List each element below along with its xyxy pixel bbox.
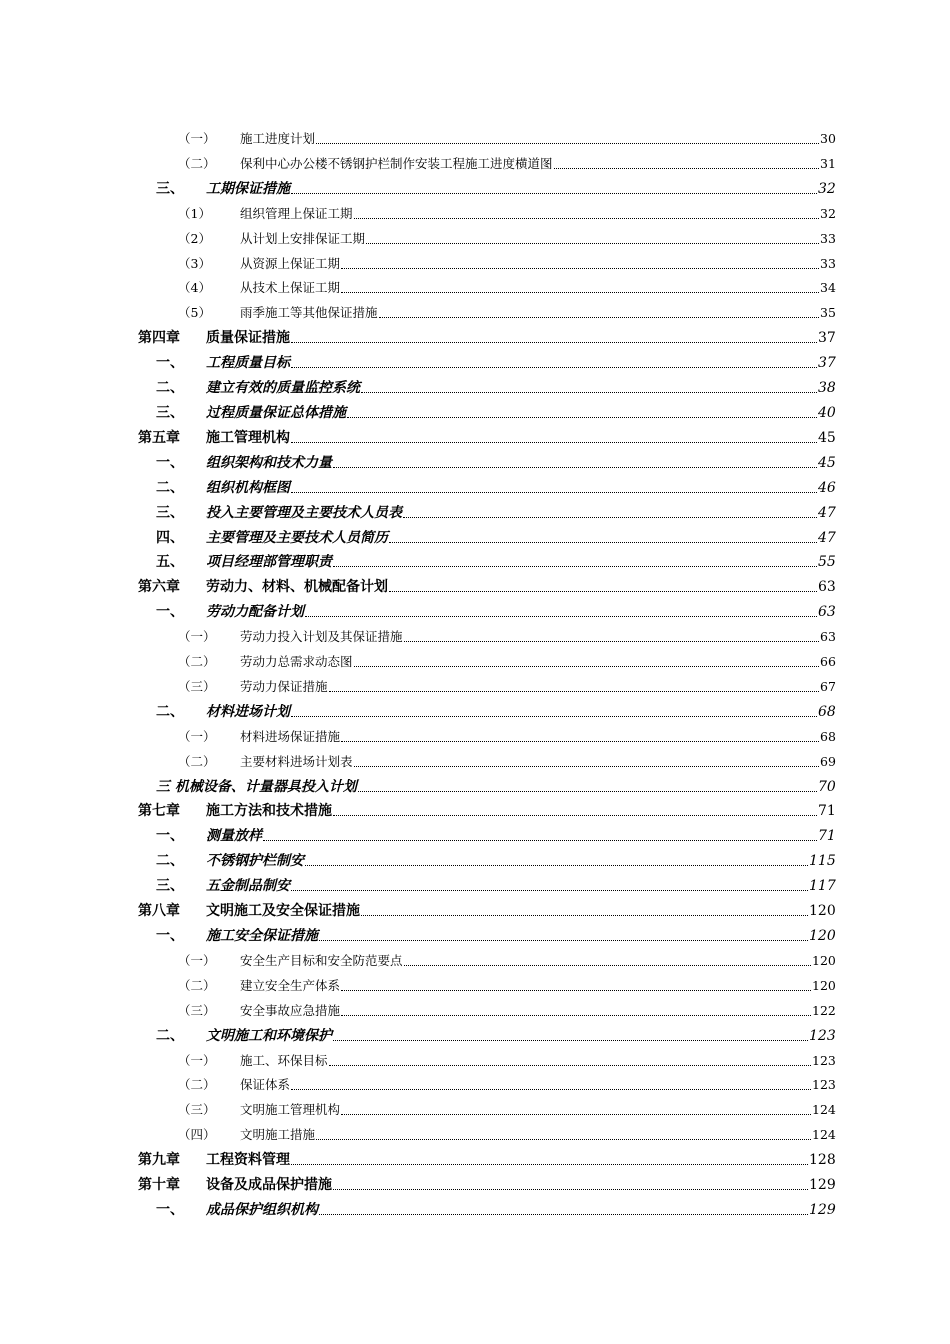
toc-dot-leader	[341, 1015, 811, 1016]
toc-entry-page: 45	[818, 454, 836, 471]
toc-entry-number: （二）	[178, 977, 216, 993]
toc-entry-title: 劳动力保证措施	[240, 678, 328, 694]
toc-entry[interactable]	[0, 301, 950, 326]
toc-entry-page: 63	[818, 579, 836, 596]
toc-entry-number: （二）	[178, 155, 216, 171]
toc-entry[interactable]	[0, 874, 950, 899]
toc-dot-leader	[329, 1065, 811, 1066]
toc-dot-leader	[358, 791, 817, 792]
toc-entry[interactable]	[0, 625, 950, 650]
toc-entry[interactable]	[0, 1049, 950, 1074]
toc-entry-page: 33	[820, 255, 836, 271]
toc-entry-number: （四）	[178, 1127, 216, 1143]
toc-dot-leader	[389, 591, 817, 592]
toc-entry-page: 124	[812, 1102, 836, 1118]
toc-dot-leader	[316, 143, 819, 144]
toc-entry-page: 68	[818, 703, 836, 720]
toc-entry-title: 设备及成品保护措施	[206, 1177, 332, 1194]
toc-entry[interactable]	[0, 177, 950, 202]
toc-entry[interactable]	[0, 974, 950, 999]
toc-entry-title: 施工安全保证措施	[206, 928, 318, 944]
toc-entry-title: 安全生产目标和安全防范要点	[240, 952, 403, 968]
toc-dot-leader	[341, 990, 811, 991]
toc-entry-number: 一、	[156, 1201, 184, 1218]
toc-dot-leader	[291, 1164, 808, 1165]
toc-entry[interactable]	[0, 949, 950, 974]
toc-entry-page: 47	[818, 529, 836, 546]
toc-entry[interactable]	[0, 924, 950, 949]
toc-entry[interactable]	[0, 426, 950, 451]
toc-entry-number: 一、	[156, 828, 184, 845]
toc-entry-page: 70	[818, 778, 836, 795]
toc-entry-page: 32	[818, 180, 836, 197]
toc-dot-leader	[354, 766, 819, 767]
toc-entry[interactable]	[0, 1198, 950, 1223]
toc-dot-leader	[291, 1089, 811, 1090]
toc-entry-number: 第五章	[138, 429, 180, 446]
toc-dot-leader	[333, 566, 817, 567]
toc-entry-number: （一）	[178, 629, 216, 645]
toc-entry-page: 66	[820, 654, 836, 670]
toc-entry-title: 从技术上保证工期	[240, 280, 341, 296]
toc-entry[interactable]	[0, 227, 950, 252]
toc-entry-number: （三）	[178, 678, 216, 694]
toc-entry[interactable]	[0, 476, 950, 501]
toc-entry-number: 四、	[156, 529, 184, 546]
toc-entry-title: 五金制品制安	[206, 878, 290, 895]
toc-entry-title: 材料进场计划	[206, 703, 290, 720]
toc-entry-number: 二、	[156, 853, 184, 870]
toc-entry-number: 第十章	[138, 1177, 180, 1194]
toc-dot-leader	[291, 492, 817, 493]
toc-entry[interactable]	[0, 152, 950, 177]
toc-entry-title: 文明施工及安全保证措施	[206, 903, 360, 920]
toc-entry[interactable]	[0, 202, 950, 227]
toc-dot-leader	[389, 542, 817, 543]
toc-dot-leader	[319, 940, 808, 941]
toc-entry[interactable]	[0, 351, 950, 376]
toc-entry-title: 主要材料进场计划表	[240, 753, 353, 769]
toc-dot-leader	[291, 716, 817, 717]
toc-entry[interactable]	[0, 1173, 950, 1198]
toc-dot-leader	[333, 815, 817, 816]
toc-entry-title: 项目经理部管理职责	[206, 554, 332, 571]
toc-entry-title: 保证体系	[240, 1077, 291, 1093]
toc-dot-leader	[263, 840, 817, 841]
toc-dot-leader	[379, 317, 819, 318]
toc-entry-number: 第四章	[138, 330, 180, 347]
toc-entry[interactable]	[0, 849, 950, 874]
toc-dot-leader	[354, 666, 819, 667]
toc-entry-page: 31	[820, 155, 836, 171]
toc-dot-leader	[361, 392, 817, 393]
toc-entry-title: 三 机械设备、计量器具投入计划	[156, 778, 357, 795]
toc-entry-page: 33	[820, 230, 836, 246]
toc-entry-page: 128	[809, 1152, 836, 1169]
toc-dot-leader	[319, 1214, 808, 1215]
toc-entry-page: 120	[809, 903, 836, 920]
toc-entry-title: 组织架构和技术力量	[206, 454, 332, 471]
toc-entry-page: 37	[818, 355, 836, 372]
toc-entry[interactable]	[0, 1098, 950, 1123]
toc-entry-title: 劳动力配备计划	[206, 604, 304, 621]
toc-entry[interactable]	[0, 824, 950, 849]
toc-entry-page: 30	[820, 131, 836, 146]
toc-entry-title: 投入主要管理及主要技术人员表	[206, 504, 402, 521]
toc-entry-page: 129	[809, 1201, 836, 1218]
toc-entry[interactable]	[0, 1073, 950, 1098]
toc-entry-number: （二）	[178, 753, 216, 769]
toc-dot-leader	[403, 517, 817, 518]
toc-dot-leader	[554, 168, 819, 169]
toc-entry-title: 从计划上安排保证工期	[240, 230, 366, 246]
toc-entry-title: 从资源上保证工期	[240, 255, 341, 271]
toc-entry-number: 三、	[156, 180, 184, 197]
toc-dot-leader	[347, 417, 817, 418]
toc-entry-title: 过程质量保证总体措施	[206, 404, 346, 421]
toc-entry-number: （5）	[178, 305, 211, 321]
toc-entry[interactable]	[0, 550, 950, 575]
toc-dot-leader	[329, 691, 819, 692]
toc-entry-title: 雨季施工等其他保证措施	[240, 305, 378, 321]
toc-dot-leader	[404, 641, 819, 642]
toc-entry[interactable]	[0, 1123, 950, 1148]
toc-entry-number: （三）	[178, 1002, 216, 1018]
toc-entry-title: 安全事故应急措施	[240, 1002, 341, 1018]
toc-entry[interactable]	[0, 526, 950, 551]
toc-entry-number: （一）	[178, 952, 216, 968]
toc-entry-title: 组织机构框图	[206, 479, 290, 496]
toc-entry-title: 工程质量目标	[206, 355, 290, 372]
toc-entry-page: 120	[812, 952, 836, 968]
toc-entry[interactable]	[0, 799, 950, 824]
table-of-contents	[0, 127, 950, 1223]
toc-entry-number: 三、	[156, 878, 184, 895]
toc-entry-number: （二）	[178, 1077, 216, 1093]
toc-entry-number: （三）	[178, 1102, 216, 1118]
toc-entry-number: （一）	[178, 728, 216, 744]
toc-entry-number: 一、	[156, 928, 184, 944]
toc-entry-number: 二、	[156, 380, 184, 397]
toc-entry-page: 45	[818, 429, 836, 446]
toc-entry-number: 五、	[156, 554, 184, 571]
toc-dot-leader	[333, 1189, 808, 1190]
toc-entry-number: （2）	[178, 230, 211, 246]
toc-entry[interactable]	[0, 725, 950, 750]
toc-entry-page: 37	[818, 330, 836, 347]
toc-entry-number: （一）	[178, 1052, 216, 1068]
toc-dot-leader	[305, 616, 817, 617]
toc-entry[interactable]	[0, 899, 950, 924]
toc-dot-leader	[341, 268, 819, 269]
toc-entry[interactable]	[0, 1024, 950, 1049]
toc-entry-page: 71	[818, 828, 836, 845]
toc-entry-number: 一、	[156, 454, 184, 471]
toc-entry-title: 建立有效的质量监控系统	[206, 380, 360, 397]
toc-entry[interactable]	[0, 127, 950, 152]
toc-entry[interactable]	[0, 650, 950, 675]
toc-entry-page: 123	[812, 1077, 836, 1093]
toc-entry-page: 68	[820, 728, 836, 744]
toc-dot-leader	[291, 193, 817, 194]
toc-entry[interactable]	[0, 276, 950, 301]
toc-entry-page: 38	[818, 380, 836, 397]
toc-dot-leader	[291, 442, 817, 443]
toc-entry-number: 第六章	[138, 579, 180, 596]
toc-entry-number: （二）	[178, 654, 216, 670]
toc-entry-title: 文明施工措施	[240, 1127, 316, 1143]
toc-entry-title: 材料进场保证措施	[240, 728, 341, 744]
toc-dot-leader	[354, 218, 819, 219]
toc-entry-page: 123	[812, 1052, 836, 1068]
toc-dot-leader	[341, 741, 819, 742]
toc-entry-number: 三、	[156, 504, 184, 521]
toc-entry-page: 120	[812, 977, 836, 993]
toc-entry[interactable]	[0, 401, 950, 426]
toc-entry-page: 123	[809, 1027, 836, 1044]
toc-dot-leader	[316, 1139, 811, 1140]
toc-entry-page: 117	[809, 878, 836, 895]
toc-entry-page: 34	[820, 280, 836, 296]
toc-entry-page: 32	[820, 205, 836, 221]
toc-entry-page: 63	[818, 604, 836, 621]
toc-entry-number: 二、	[156, 479, 184, 496]
toc-entry-page: 124	[812, 1127, 836, 1143]
toc-entry[interactable]	[0, 675, 950, 700]
toc-entry[interactable]	[0, 501, 950, 526]
toc-entry[interactable]	[0, 775, 950, 800]
toc-entry-number: 一、	[156, 604, 184, 621]
toc-entry-title: 施工进度计划	[240, 131, 316, 146]
toc-entry-title: 质量保证措施	[206, 330, 290, 347]
toc-entry-page: 120	[809, 928, 836, 944]
toc-entry[interactable]	[0, 1148, 950, 1173]
toc-entry[interactable]	[0, 252, 950, 277]
toc-entry[interactable]	[0, 451, 950, 476]
toc-dot-leader	[361, 915, 808, 916]
toc-entry-title: 工程资料管理	[206, 1152, 290, 1169]
toc-entry[interactable]	[0, 575, 950, 600]
toc-entry-page: 46	[818, 479, 836, 496]
toc-dot-leader	[291, 342, 817, 343]
toc-entry-page: 40	[818, 404, 836, 421]
toc-entry-page: 115	[809, 853, 836, 870]
toc-dot-leader	[333, 1040, 808, 1041]
toc-entry-number: 二、	[156, 1027, 184, 1044]
toc-entry-title: 劳动力总需求动态图	[240, 654, 353, 670]
toc-entry-number: （一）	[178, 131, 216, 146]
toc-entry-title: 文明施工管理机构	[240, 1102, 341, 1118]
toc-entry-page: 71	[818, 803, 836, 820]
toc-entry-number: （4）	[178, 280, 211, 296]
toc-entry-page: 122	[812, 1002, 836, 1018]
toc-entry-title: 文明施工和环境保护	[206, 1027, 332, 1044]
toc-entry-page: 129	[809, 1177, 836, 1194]
toc-dot-leader	[291, 367, 817, 368]
toc-entry-title: 劳动力投入计划及其保证措施	[240, 629, 403, 645]
toc-entry-number: 三、	[156, 404, 184, 421]
toc-entry[interactable]	[0, 376, 950, 401]
toc-entry[interactable]	[0, 326, 950, 351]
toc-dot-leader	[341, 292, 819, 293]
toc-entry[interactable]	[0, 750, 950, 775]
toc-entry[interactable]	[0, 700, 950, 725]
toc-entry[interactable]	[0, 600, 950, 625]
toc-entry-title: 成品保护组织机构	[206, 1201, 318, 1218]
toc-entry-title: 施工方法和技术措施	[206, 803, 332, 820]
toc-entry-title: 工期保证措施	[206, 180, 290, 197]
toc-dot-leader	[366, 243, 819, 244]
toc-entry-page: 63	[820, 629, 836, 645]
toc-entry-page: 55	[818, 554, 836, 571]
toc-entry-title: 主要管理及主要技术人员简历	[206, 529, 388, 546]
toc-entry-title: 保利中心办公楼不锈钢护栏制作安装工程施工进度横道图	[240, 155, 553, 171]
toc-entry-title: 不锈钢护栏制安	[206, 853, 304, 870]
toc-entry-page: 67	[820, 678, 836, 694]
toc-entry-title: 组织管理上保证工期	[240, 205, 353, 221]
toc-entry-number: 第九章	[138, 1152, 180, 1169]
toc-entry-number: 第七章	[138, 803, 180, 820]
toc-entry-page: 47	[818, 504, 836, 521]
toc-dot-leader	[333, 467, 817, 468]
toc-dot-leader	[341, 1114, 811, 1115]
toc-entry-number: 二、	[156, 703, 184, 720]
toc-entry-number: （3）	[178, 255, 211, 271]
toc-dot-leader	[291, 890, 808, 891]
toc-entry-title: 测量放样	[206, 828, 262, 845]
toc-entry-title: 施工管理机构	[206, 429, 290, 446]
toc-entry-page: 69	[820, 753, 836, 769]
toc-entry-title: 施工、环保目标	[240, 1052, 328, 1068]
toc-entry-number: 一、	[156, 355, 184, 372]
toc-entry-page: 35	[820, 305, 836, 321]
toc-dot-leader	[305, 865, 808, 866]
toc-dot-leader	[404, 965, 811, 966]
toc-entry-number: （1）	[178, 205, 211, 221]
toc-entry-number: 第八章	[138, 903, 180, 920]
toc-entry[interactable]	[0, 999, 950, 1024]
toc-entry-title: 建立安全生产体系	[240, 977, 341, 993]
toc-entry-title: 劳动力、材料、机械配备计划	[206, 579, 388, 596]
